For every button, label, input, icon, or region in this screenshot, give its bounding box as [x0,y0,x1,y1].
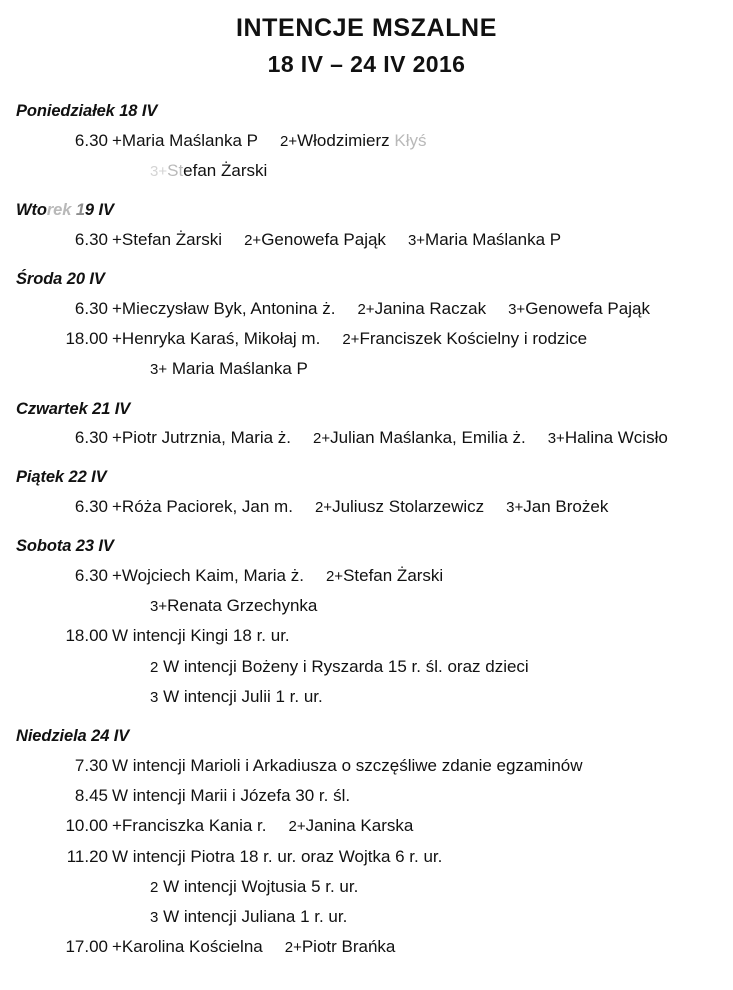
intention-text: +Stefan Żarski [112,229,223,249]
intention-row [0,621,733,651]
intention-marker: 2+ [288,818,306,836]
intention-text: W intencji Marii i Józefa 30 r. śl. [112,786,351,806]
day-section [0,536,733,712]
intention-line [112,492,608,522]
intention-text: Włodzimierz [297,130,390,150]
intention-line [112,354,308,384]
intention-row [0,225,733,255]
mass-time: 11.20 [66,846,108,866]
intention-continuation-row [0,872,733,902]
intention-line [112,324,587,354]
intention-row [0,126,733,156]
title-block [0,0,733,77]
intention-line [112,621,290,651]
intention-text: Julian Maślanka, Emilia ż. [330,428,526,448]
intention-line [112,842,442,872]
day-section [0,101,733,186]
mass-time: 7.30 [74,755,108,775]
intention-row [0,781,733,811]
intention-row [0,423,733,453]
intention-marker: 2 [150,878,159,896]
intention-text: Janina Raczak [374,298,487,318]
mass-time: 6.30 [74,298,108,318]
day-heading: Czwartek 21 IV [16,399,131,418]
intention-line [112,932,395,962]
intention-text: Renata Grzechynka [167,596,318,616]
intention-text: +Maria Maślanka P [112,130,258,150]
intention-text: Janina Karska [305,816,414,836]
mass-time: 6.30 [74,428,108,448]
document-title: INTENCJE MSZALNE [235,14,497,42]
intention-row [0,561,733,591]
intention-line [112,682,323,712]
intention-text: +Mieczysław Byk, Antonina ż. [112,298,336,318]
intention-text: W intencji Piotra 18 r. ur. oraz Wojtka 6 r. ur. [112,846,443,866]
intention-text: W intencji Kingi 18 r. ur. [112,626,290,646]
intention-marker: 3+ [547,430,565,448]
intention-line [112,872,358,902]
intention-marker: 3 [150,909,159,927]
intention-text: W intencji Bożeny i Ryszarda 15 r. śl. oraz dzieci [158,656,529,676]
intention-text: +Karolina Kościelna [112,937,263,957]
intention-text: Franciszek Kościelny i rodzice [359,329,588,349]
intention-text: St [167,161,184,181]
mass-time: 18.00 [65,626,108,646]
intention-continuation-row [0,156,733,186]
day-heading [0,200,733,221]
intention-text: +Wojciech Kaim, Maria ż. [112,565,304,585]
day-section [0,467,733,522]
intention-marker: 2+ [279,132,298,150]
intention-marker: 3+ [150,163,168,181]
intention-text: Jan Brożek [523,497,609,517]
intention-marker: 3+ [506,499,524,517]
intention-line [112,423,668,453]
intention-marker: 2+ [342,331,360,349]
intention-text: W intencji Marioli i Arkadiusza o szczęśliwe zdanie egzaminów [112,755,583,775]
intention-text: Genowefa Pająk [261,229,386,249]
day-heading-fragment: 9 IV [84,201,114,220]
intention-row [0,324,733,354]
intention-row [0,492,733,522]
intention-continuation-row [0,354,733,384]
intention-text: +Franciszka Kania r. [112,816,267,836]
day-heading: Sobota 23 IV [16,537,114,556]
mass-time: 6.30 [74,130,108,150]
intention-line [112,902,347,932]
intention-marker: 2+ [244,231,262,249]
intention-text: +Róża Paciorek, Jan m. [112,497,293,517]
intention-marker: 2+ [284,939,302,957]
intention-row [0,932,733,962]
mass-time: 17.00 [65,937,108,957]
intention-line [112,811,413,841]
intention-text: W intencji Juliana 1 r. ur. [158,907,348,927]
mass-time: 18.00 [65,329,108,349]
mass-time: 8.45 [74,786,108,806]
intention-text: +Piotr Jutrznia, Maria ż. [112,428,292,448]
intention-text: Maria Maślanka P [425,229,562,249]
intention-line [112,591,317,621]
intention-marker: 3+ [508,300,526,318]
mass-time: 6.30 [74,565,108,585]
intention-marker: 2 [150,658,159,676]
intention-marker: 3+ [150,598,168,616]
intention-line [112,751,583,781]
intention-row [0,751,733,781]
day-heading-fragment: rek [46,201,72,220]
intention-row [0,811,733,841]
intention-continuation-row [0,591,733,621]
day-section [0,269,733,384]
intention-continuation-row [0,902,733,932]
day-heading: Środa 20 IV [16,270,105,289]
intention-continuation-row [0,652,733,682]
intention-text: Maria Maślanka P [167,359,308,379]
intention-text: W intencji Julii 1 r. ur. [158,686,323,706]
intention-marker: 3+ [407,231,426,249]
intention-marker: 3 [150,688,159,706]
day-heading: Niedziela 24 IV [16,727,130,746]
intention-marker: 2+ [357,300,375,318]
intention-line [112,652,529,682]
intention-row [0,294,733,324]
intention-row [0,842,733,872]
document-date-range: 18 IV – 24 IV 2016 [267,50,466,77]
intention-line [112,294,650,324]
mass-time: 6.30 [74,497,108,517]
intention-text: Genowefa Pająk [525,298,650,318]
day-heading-fragment: 1 [71,201,85,220]
day-heading-fragment: Wto [16,201,47,220]
intention-text: Kłyś [389,130,427,150]
intention-text: W intencji Wojtusia 5 r. ur. [158,876,359,896]
intention-marker: 3+ [150,361,168,379]
intention-line [112,156,267,186]
intention-text: Juliusz Stolarzewicz [332,497,485,517]
intention-text: Piotr Brańka [301,937,396,957]
day-section [0,399,733,454]
intention-text: Stefan Żarski [343,565,444,585]
day-section [0,200,733,255]
day-section [0,726,733,962]
intention-text: +Henryka Karaś, Mikołaj m. [112,329,321,349]
intention-line [112,225,561,255]
intention-marker: 2+ [314,499,333,517]
day-heading: Piątek 22 IV [16,468,107,487]
mass-time: 10.00 [65,816,108,836]
intention-line [112,126,427,156]
intention-line [112,781,350,811]
intention-marker: 2+ [325,567,344,585]
intention-text: Halina Wcisło [564,428,668,448]
intention-text: efan Żarski [183,161,268,181]
day-sections-list [0,101,733,962]
intention-line [112,561,443,591]
intention-marker: 2+ [313,430,331,448]
day-heading: Poniedziałek 18 IV [16,102,158,121]
intention-continuation-row [0,682,733,712]
mass-time: 6.30 [74,229,108,249]
